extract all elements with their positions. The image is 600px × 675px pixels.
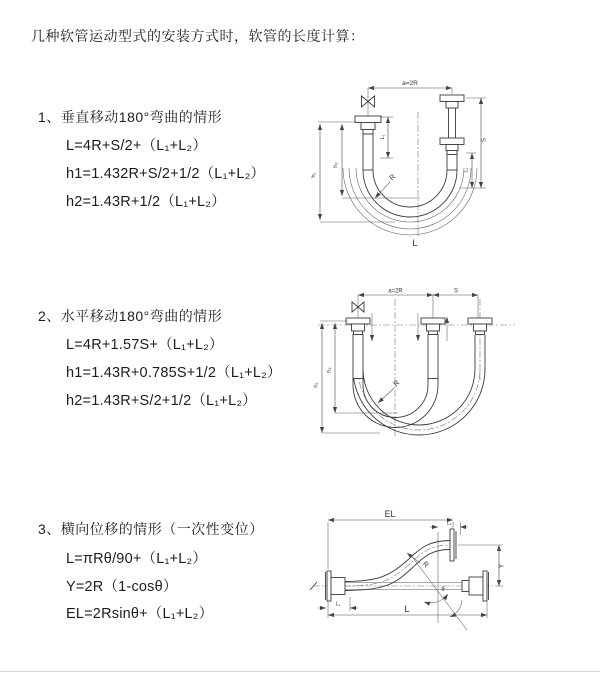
braided-hose-section xyxy=(447,155,457,171)
length-label: L xyxy=(412,238,418,249)
section-2-heading: 2、水平移动180°弯曲的情形 xyxy=(38,308,223,324)
radius-label: R xyxy=(391,378,402,389)
dim-label-l1: L₁ xyxy=(335,601,341,608)
section-3-formula-L: L=πRθ/90+（L₁+L₂） xyxy=(66,551,208,567)
dim-label-span: a=2R xyxy=(402,80,418,87)
hose-u-bend xyxy=(343,168,477,235)
radius-label: R xyxy=(387,172,398,183)
section-2-formula-h1: h1=1.43R+0.785S+1/2（L₁+L₂） xyxy=(66,365,282,381)
dim-label-l1: L₁ xyxy=(380,134,386,140)
section-1-heading: 1、垂直移动180°弯曲的情形 xyxy=(38,109,223,125)
theta-label: θ xyxy=(441,587,445,593)
diagram-lateral-displacement xyxy=(310,505,600,645)
dim-label-length: L xyxy=(404,604,410,615)
dim-label-el: EL xyxy=(384,509,396,519)
dim-label-h1: h₁ xyxy=(313,382,320,388)
left-hose-fitting xyxy=(346,318,370,379)
section-2-formula-L: L=4R+1.57S+（L₁+L₂） xyxy=(66,337,224,353)
dim-label-s: S xyxy=(480,137,488,143)
section-3-formula-Y: Y=2R（1-cosθ） xyxy=(66,579,178,595)
left-hose-fitting xyxy=(355,116,381,170)
dim-label-s: S xyxy=(453,288,459,295)
dim-label-h2: h₂ xyxy=(333,162,339,168)
section-2-formula-h2: h2=1.43R+S/2+1/2（L₁+L₂） xyxy=(66,393,257,409)
dim-label-l2: L₂ xyxy=(446,520,452,527)
section-1-formula-h1: h1=1.432R+S/2+1/2（L₁+L₂） xyxy=(66,166,266,182)
upper-flange-fitting xyxy=(450,529,456,561)
middle-hose-fitting xyxy=(421,318,445,379)
dim-label-y: Y xyxy=(498,563,506,569)
braided-hose-section xyxy=(428,335,438,379)
braided-hose-section xyxy=(363,134,373,170)
section-3-heading: 3、横向位移的情形（一次性变位） xyxy=(38,521,264,537)
dim-label-span: a=2R xyxy=(388,288,403,295)
right-hose-fitting xyxy=(440,95,464,170)
dim-label-l2: L₂ xyxy=(463,167,470,173)
radius-label: R xyxy=(420,559,431,570)
braided-hose-section xyxy=(353,335,363,379)
diagram-horizontal-180-bend xyxy=(310,285,600,455)
right-flange-fitting xyxy=(462,571,489,601)
hose-u-bend xyxy=(353,335,485,435)
section-3-formula-EL: EL=2Rsinθ+（L₁+L₂） xyxy=(66,606,214,622)
left-flange-fitting xyxy=(326,571,346,601)
diagram-vertical-180-bend xyxy=(300,70,590,265)
right-hose-fitting xyxy=(468,318,492,335)
dim-label-h2: h₂ xyxy=(326,367,333,373)
page-title: 几种软管运动型式的安装方式时，软管的长度计算： xyxy=(31,28,365,44)
s-curve-hose xyxy=(344,541,450,591)
dim-label-h1: h₁ xyxy=(311,172,317,178)
section-1-formula-L: L=4R+S/2+（L₁+L₂） xyxy=(66,138,208,154)
section-1-formula-h2: h2=1.43R+1/2（L₁+L₂） xyxy=(66,194,226,210)
page-bottom-border xyxy=(0,671,600,672)
